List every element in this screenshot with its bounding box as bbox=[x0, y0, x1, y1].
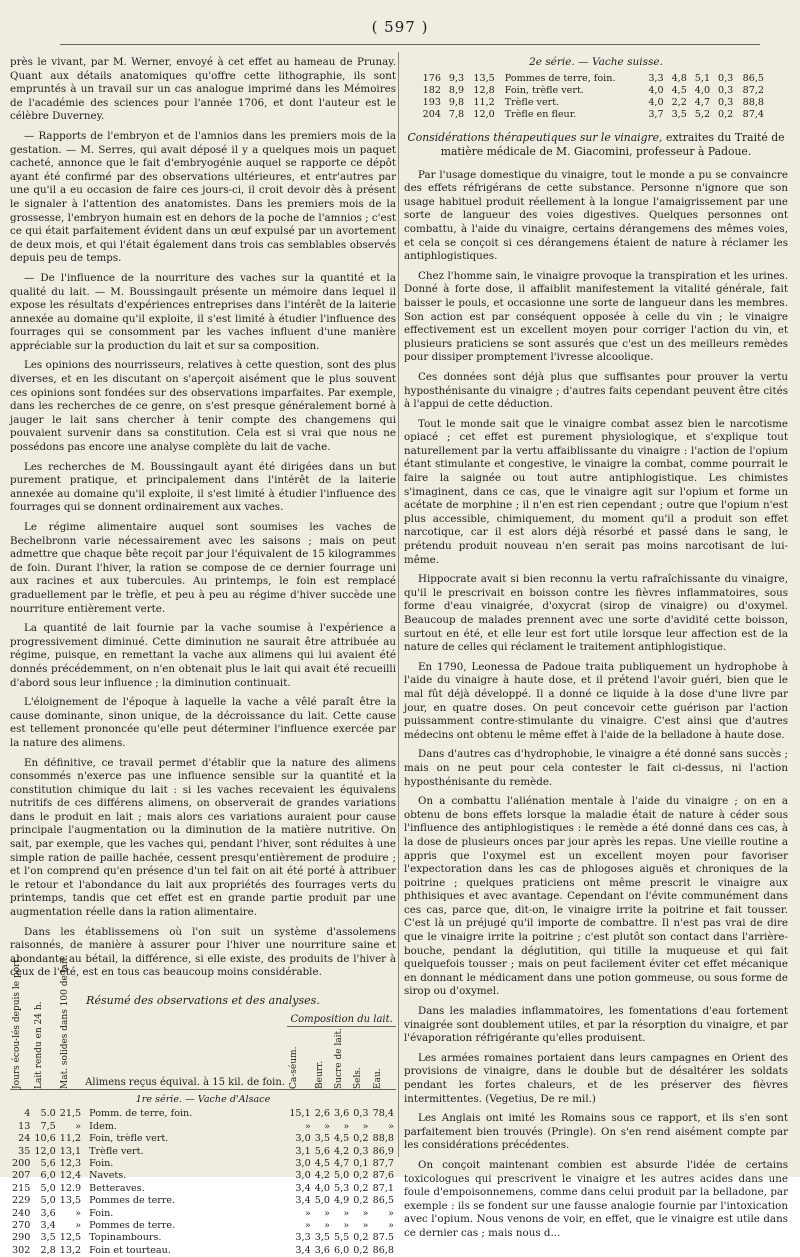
value-cell: 87,6 bbox=[372, 1170, 394, 1182]
value-cell: 3,0 bbox=[295, 1133, 311, 1145]
column-separator bbox=[398, 52, 399, 1157]
food-cell: Topinambours. bbox=[89, 1232, 162, 1244]
value-cell: » bbox=[324, 1207, 330, 1219]
value-cell: 204 bbox=[422, 108, 441, 120]
paragraph: près le vivant, par M. Werner, envoyé à cet effet au hameau de Prunay. Quant aux détails anatomiques qu'offre cette lithographie, ils sont empruntés à un travail sur un cas analogue imprimé dans les Mémoires de l'académie des sciences pour l'année 1706, et dont l'auteur est le célèbre Duverney. bbox=[10, 56, 396, 123]
value-cell: 4,2 bbox=[314, 1170, 330, 1182]
paragraph: Ces données sont déjà plus que suffisantes pour prouver la vertu hyposthénisante du vinaigre ; d'autres faits cependant peuvent être cités à l'appui de cette déduction. bbox=[404, 370, 788, 411]
serie2-table bbox=[416, 73, 766, 121]
value-cell: 3,5 bbox=[314, 1232, 330, 1244]
value-cell: 86,9 bbox=[372, 1145, 394, 1157]
value-cell: 0,2 bbox=[718, 108, 734, 120]
value-cell: » bbox=[343, 1120, 350, 1132]
food-cell: Navets. bbox=[89, 1170, 127, 1182]
paragraph: En 1790, Leonessa de Padoue traita publiquement un hydrophobe à l'aide du vinaigre à haute dose, et il prétend l'avoir guéri, bien que le mal fût déjà développé. Il a donné ce liquide à la dose d'une livre par jour, en quatre doses. On peut concevoir cette guérison par l'action puissamment contre-stimulante du vinaigre. C'est ainsi que d'autres médecins ont obtenu le même effet à l'aide de la belladone à haute dose. bbox=[404, 660, 788, 741]
value-cell: » bbox=[362, 1120, 369, 1132]
value-cell: 3,3 bbox=[295, 1232, 311, 1244]
value-cell: 87,1 bbox=[372, 1182, 394, 1194]
paragraph: On conçoit maintenant combien est absurde l'idée de certains toxicologues qui prescrivent le vinaigre et les autres acides dans une foule d'empoisonnemens, comme dans celui produit par la belladone, par exemple : ils se fondent sur une fausse analogie fournie par l'intoxication avec l'opium. Nous venons de voir, en effet, que le vinaigre est utile dans ce dernier cas ; mais nous d... bbox=[404, 1158, 788, 1239]
paragraph: Les recherches de M. Boussingault ayant été dirigées dans un but purement pratique, et principalement dans l'intérêt de la laiterie annexée au domaine qu'il exploite, il s'est limité à étudier l'influence des fourrages qui se donnent ordinairement aux vaches. bbox=[10, 460, 396, 514]
value-cell: 3,7 bbox=[648, 108, 664, 120]
value-cell: 4,5 bbox=[671, 84, 687, 96]
table-row bbox=[10, 1195, 396, 1207]
value-cell: 6,0 bbox=[40, 1170, 56, 1182]
value-cell: 87.5 bbox=[372, 1232, 394, 1244]
value-cell: 11,2 bbox=[473, 96, 495, 108]
paragraph: — Rapports de l'embryon et de l'amnios dans les premiers mois de la gestation. — M. Serres, qui avait déposé il y a quelques mois un paquet cacheté, annonce que le fait d'embryogénie auquel se rapporte ce dépôt ayant été confirmé par des observations ultérieures, et entr'autres par une qu'il a eu occasion de faire ces jours-ci, il croit devoir dès à présent le signaler à l'attention des anatomistes. Dans les premiers mois de la grossesse, l'embryon humain est en dehors de la poche de l'amnios ; c'est ce qui était parfaitement évident dans un œuf expulsé par un avortement de deux mois, et qui l'était également dans trois cas semblables observés depuis peu de temps. bbox=[10, 129, 396, 265]
paragraph: L'éloignement de l'époque à laquelle la vache a vêlé paraît être la cause dominante, sinon unique, de la décroissance du lait. Cette cause est tellement prononcée qu'elle peut déterminer l'influence exercée par la nature des alimens. bbox=[10, 696, 396, 749]
food-cell: Foin, trèfle vert. bbox=[504, 84, 584, 96]
value-cell: » bbox=[75, 1120, 82, 1132]
value-cell: 12,8 bbox=[473, 84, 495, 96]
value-cell: 3,5 bbox=[671, 108, 687, 120]
paragraph: — De l'influence de la nourriture des vaches sur la quantité et la qualité du lait. — M. Boussingault présente un mémoire dans lequel il expose les résultats d'expériences entreprises dans l'intérêt de la laiterie annexée au domaine qu'il exploite, il s'est limité à étudier l'influence des fourrages qui se consomment par les vaches influent d'une manière appréciable sur la production du lait et sur sa composition. bbox=[10, 271, 396, 352]
header-solids: Mat. solides dans 100 de lait. bbox=[59, 954, 70, 1089]
value-cell: 0,3 bbox=[718, 72, 734, 84]
value-cell: 13,5 bbox=[473, 72, 495, 84]
value-cell: 6,0 bbox=[333, 1244, 350, 1256]
value-cell: 2,6 bbox=[314, 1108, 330, 1120]
paragraph: Hippocrate avait si bien reconnu la vertu rafraîchissante du vinaigre, qu'il le prescrivait en boisson contre les fièvres inflammatoires, sous forme d'eau vinaigrée, d'oxycrat (sirop de vinaigre) ou d'oxymel. Beaucoup de malades prennent avec une sorte d'avidité cette boisson, surtout en été, et elle leur est fort utile lorsque leur affection est de la nature de celles qui réclament le traitement antiphlogistique. bbox=[404, 573, 788, 654]
value-cell: 3,4 bbox=[295, 1244, 311, 1256]
value-cell: 215 bbox=[12, 1182, 31, 1194]
value-cell: 35 bbox=[18, 1145, 31, 1157]
value-cell: 182 bbox=[422, 84, 441, 96]
table-row bbox=[416, 73, 766, 85]
paragraph: Tout le monde sait que le vinaigre combat assez bien le narcotisme opiacé ; cet effet est purement physiologique, et s'explique tout naturellement par la vertu affaiblissante du vinaigre : l'action de l'opium étant stimulante et congestive, le vinaigre la combat, comme pourrait le faire la saignée ou tout autre antiphlogistique. Les chimistes s'imaginent, dans ce cas, que le vinaigre agit sur l'opium et forme un acétate de morphine ; il n'en est rien cependant ; outre que l'opium n'est plus accessible, chimiquement, du moment qu'il a produit son effet narcotique, car il est alors déjà résorbé et passé dans le sang, le prétendu produit nouveau n'en serait pas moins narcotisant de lui-même. bbox=[404, 417, 788, 566]
value-cell: 4,0 bbox=[314, 1182, 330, 1194]
paragraph: On a combattu l'aliénation mentale à l'aide du vinaigre ; on en a obtenu de bons effets lorsque la maladie était de nature à céder sous l'influence des antiphlogistiques : le remède a été donné dans ces cas, à la dose de plusieurs onces par jour après les repas. Une vieille routine a appris que l'oxymel est un excellent moyen pour favoriser l'expectoration dans les cas de phlogoses aiguës et chroniques de la poitrine ; quelques praticiens ont même prescrit le vinaigre aux phthisiques et avec avantage. Cependant on l'évite communément dans ces cas, parce que, dit-on, le vinaigre irrite la poitrine et fait tousser. C'est là un préjugé qu'il importe de combattre. Il n'est pas vrai de dire que le vinaigre irrite la poitrine ; c'est plutôt son contact dans l'arrière-bouche, pendant la déglutition, qui titille la muqueuse et qui fait quelquefois tousser ; mais on peut facilement éviter cet effet mécanique en donnant le médicament dans une potion gommeuse, ou sous forme de sirop ou d'oxymel. bbox=[404, 795, 788, 998]
value-cell: 86,8 bbox=[372, 1244, 394, 1256]
value-cell: 0,3 bbox=[718, 84, 734, 96]
header-water: Eau. bbox=[372, 1068, 383, 1089]
value-cell: » bbox=[362, 1207, 369, 1219]
value-cell: 4,0 bbox=[694, 84, 711, 96]
value-cell: 3,6 bbox=[40, 1207, 56, 1219]
table-row bbox=[10, 1245, 396, 1257]
food-cell: Foin, trèfle vert. bbox=[89, 1133, 169, 1145]
value-cell: » bbox=[324, 1120, 330, 1132]
header-food: Alimens reçus équival. à 15 kil. de foin. bbox=[85, 1077, 285, 1088]
table-row bbox=[416, 97, 766, 109]
value-cell: 193 bbox=[422, 96, 441, 108]
value-cell: » bbox=[388, 1120, 394, 1132]
value-cell: 176 bbox=[422, 72, 441, 84]
value-cell: 12,4 bbox=[59, 1170, 82, 1182]
value-cell: 2,2 bbox=[671, 96, 687, 108]
table-row bbox=[10, 1232, 396, 1244]
paragraph: Dans d'autres cas d'hydrophobie, le vinaigre a été donné sans succès ; mais on ne peut pour cela contester le fait ci-dessus, ni l'action hyposthénisante du remède. bbox=[404, 748, 788, 788]
food-cell: Trèfle vert. bbox=[504, 96, 560, 108]
table-row bbox=[10, 1183, 396, 1195]
header-milk: Lait rendu en 24 h. bbox=[34, 1001, 45, 1089]
value-cell: 290 bbox=[12, 1232, 31, 1244]
value-cell: 2,8 bbox=[40, 1244, 56, 1256]
food-cell: Betteraves. bbox=[89, 1182, 145, 1194]
paragraph: Les armées romaines portaient dans leurs campagnes en Orient des provisions de vinaigre, dans le double but de désaltérer les soldats pendant les fortes chaleurs, et de les préserver des fièvres intermittentes. (Vegetius, De re mil.) bbox=[404, 1051, 788, 1105]
value-cell: 0,3 bbox=[353, 1108, 369, 1120]
value-cell: 3,5 bbox=[40, 1232, 56, 1244]
value-cell: 5,3 bbox=[333, 1182, 350, 1194]
value-cell: 270 bbox=[12, 1220, 31, 1232]
value-cell: 7,8 bbox=[448, 108, 465, 120]
paragraph: La quantité de lait fournie par la vache soumise à l'expérience a progressivement diminué. Cette diminution ne saurait être attribuée au régime, puisque, en remettant la vache aux alimens qui lui avaient été donnés précédemment, on n'en obtenait plus le lait qui avait été recueilli d'abord sous leur influence ; la diminution continuait. bbox=[10, 622, 396, 689]
paragraph: Dans les établissemens où l'on suit un système d'assolemens raisonnés, de manière à assurer pour l'hiver une nourriture saine et abondante au bétail, la différence, si elle existe, des produits de l'hiver à ceux de l'été, est en tous cas beaucoup moins considérable. bbox=[10, 925, 396, 979]
value-cell: 3,4 bbox=[295, 1182, 311, 1194]
value-cell: 87,7 bbox=[372, 1158, 394, 1170]
value-cell: 7,5 bbox=[40, 1120, 56, 1132]
value-cell: 0,2 bbox=[353, 1170, 369, 1182]
value-cell: 5,0 bbox=[40, 1195, 56, 1207]
header-composition: Composition du lait. bbox=[290, 1013, 393, 1025]
table-row bbox=[10, 1146, 396, 1158]
value-cell: 12,3 bbox=[59, 1158, 82, 1170]
value-cell: 0,2 bbox=[353, 1244, 369, 1256]
header-casein: Ca-séum. bbox=[289, 1046, 300, 1089]
value-cell: 13,5 bbox=[59, 1195, 82, 1207]
article-title-rest: extraites du Traité de matière médicale de M. Giacomini, professeur à Padoue. bbox=[440, 130, 785, 158]
value-cell: 5,5 bbox=[333, 1232, 350, 1244]
paragraph: Par l'usage domestique du vinaigre, tout le monde a pu se convaincre des effets réfrigérans de cette substance. Personne n'ignore que son usage habituel produit réellement à la longue l'amaigrissement par une sorte de langueur des voies digestives. Quelques personnes ont combattu, à l'aide du vinaigre, certains dérangemens des mêmes voies, et cela se conçoit si ces dérangemens étaient de nature à réclamer les antiphlogistiques. bbox=[404, 168, 788, 263]
value-cell: 12,0 bbox=[473, 108, 495, 120]
summary-table-body bbox=[10, 1108, 396, 1257]
table-row bbox=[10, 1158, 396, 1170]
value-cell: 0,3 bbox=[353, 1145, 369, 1157]
value-cell: 3,1 bbox=[295, 1145, 311, 1157]
paragraph: Dans les maladies inflammatoires, les fomentations d'eau fortement vinaigrée sont doublement utiles, et par la résorption du vinaigre, et par l'évaporation réfrigérante qu'elles produisent. bbox=[404, 1005, 788, 1045]
right-column bbox=[404, 56, 788, 1239]
value-cell: » bbox=[304, 1120, 311, 1132]
food-cell: Trèfle en fleur. bbox=[504, 108, 577, 120]
value-cell: 11,2 bbox=[59, 1133, 82, 1145]
header-days: Jours écou-lés depuis le port. bbox=[12, 956, 22, 1089]
value-cell: 3,6 bbox=[314, 1244, 330, 1256]
page-number: ( 597 ) bbox=[371, 18, 429, 36]
food-cell: Pommes de terre, foin. bbox=[504, 72, 616, 84]
value-cell: » bbox=[343, 1207, 350, 1219]
paragraph: Le régime alimentaire auquel sont soumises les vaches de Bechelbronn varie nécessairement avec les saisons ; mais on peut admettre que chaque bête reçoit par jour l'équivalent de 15 kilogrammes de foin. Durant l'hiver, la ration se compose de ce dernier fourrage uni aux racines et aux tubercules. Au printemps, le foin est remplacé graduellement par le trèfle, et peu à peu au régime d'hiver succède une nourriture entièrement verte. bbox=[10, 521, 396, 615]
value-cell: 240 bbox=[12, 1207, 31, 1219]
food-cell: Pomm. de terre, foin. bbox=[89, 1108, 193, 1120]
article-title bbox=[404, 131, 788, 159]
value-cell: 88,8 bbox=[742, 96, 764, 108]
value-cell: 5,0 bbox=[314, 1195, 330, 1207]
article-title-italic: Considérations thérapeutiques sur le vinaigre, bbox=[407, 130, 663, 144]
header-sugar: Sucre de lait. bbox=[333, 1027, 344, 1089]
value-cell: 3,5 bbox=[314, 1133, 330, 1145]
value-cell: 0,2 bbox=[353, 1133, 369, 1145]
value-cell: » bbox=[75, 1220, 82, 1232]
value-cell: 4,5 bbox=[314, 1158, 330, 1170]
value-cell: 0,2 bbox=[353, 1182, 369, 1194]
value-cell: 86,5 bbox=[372, 1195, 394, 1207]
food-cell: Idem. bbox=[89, 1120, 117, 1132]
value-cell: » bbox=[388, 1220, 394, 1232]
left-column bbox=[10, 56, 396, 1256]
paragraph: Les Anglais ont imité les Romains sous ce rapport, et ils s'en sont parfaitement bien trouvés (Pringle). On s'en rend aisément compte par les considérations précédentes. bbox=[404, 1112, 788, 1152]
value-cell: 5,2 bbox=[694, 108, 711, 120]
value-cell: 0,1 bbox=[353, 1158, 369, 1170]
value-cell: 9,8 bbox=[448, 96, 465, 108]
value-cell: » bbox=[388, 1207, 394, 1219]
food-cell: Foin. bbox=[89, 1207, 114, 1219]
value-cell: 9,3 bbox=[448, 72, 465, 84]
value-cell: 229 bbox=[12, 1195, 31, 1207]
food-cell: Foin. bbox=[89, 1158, 114, 1170]
value-cell: 10,6 bbox=[34, 1133, 56, 1145]
serie-label: 2e série. — Vache suisse. bbox=[529, 56, 663, 68]
value-cell: 5.0 bbox=[40, 1108, 56, 1120]
table-row bbox=[416, 109, 766, 121]
value-cell: 4,9 bbox=[333, 1195, 350, 1207]
paragraph: Chez l'homme sain, le vinaigre provoque la transpiration et les urines. Donné à forte dose, il affaiblit manifestement la vitalité générale, fait baisser le pouls, et occasionne une sorte de langueur dans les membres. Son action est par conséquent opposée à celle du vin ; le vinaigre effectivement est un excellent moyen pour corriger l'action du vin, et plusieurs praticiens se sont assurés que c'est un des meilleurs remèdes pour dissiper promptement l'ivresse alcoolique. bbox=[404, 269, 788, 364]
value-cell: 3,6 bbox=[333, 1108, 350, 1120]
value-cell: » bbox=[324, 1220, 330, 1232]
value-cell: 4,7 bbox=[333, 1158, 350, 1170]
table-row bbox=[10, 1208, 396, 1220]
value-cell: 13,2 bbox=[59, 1244, 82, 1256]
value-cell: » bbox=[362, 1220, 369, 1232]
serie2-table-body bbox=[416, 73, 766, 121]
value-cell: 4,0 bbox=[648, 84, 664, 96]
value-cell: 4,2 bbox=[333, 1145, 350, 1157]
value-cell: 5,6 bbox=[40, 1158, 56, 1170]
value-cell: 3,3 bbox=[648, 72, 664, 84]
value-cell: » bbox=[304, 1220, 311, 1232]
value-cell: 4,8 bbox=[671, 72, 687, 84]
table-row bbox=[10, 1133, 396, 1145]
value-cell: 5,6 bbox=[314, 1145, 330, 1157]
value-cell: 5,0 bbox=[40, 1182, 56, 1194]
paragraph: En définitive, ce travail permet d'établir que la nature des alimens consommés n'exerce pas une influence sensible sur la quantité et la constitution chimique du lait : si les vaches recevaient les équivalens nutritifs de ces différens alimens, on observerait de grandes variations dans le produit en lait ; mais alors ces variations auraient pour cause principale l'augmentation ou la diminution de la matière nutritive. On sait, par exemple, que les vaches qui, pendant l'hiver, sont réduites à une simple ration de paille hachée, cessent presqu'entièrement de produire ; et l'on comprend qu'en présence d'un tel fait on ait été porté à attribuer le retour et l'abondance du lait aux propriétés des fourrages verts du printemps, tandis que cet effet est en grande partie produit par une augmentation réelle dans la ration alimentaire. bbox=[10, 756, 396, 919]
table-row bbox=[10, 1220, 396, 1232]
value-cell: 3,0 bbox=[295, 1170, 311, 1182]
value-cell: 15,1 bbox=[289, 1108, 311, 1120]
value-cell: 4 bbox=[24, 1108, 31, 1120]
food-cell: Pommes de terre. bbox=[89, 1220, 176, 1232]
value-cell: 207 bbox=[12, 1170, 31, 1182]
header-rule bbox=[60, 44, 760, 45]
value-cell: 0,2 bbox=[353, 1195, 369, 1207]
header-salts: Sels. bbox=[353, 1067, 364, 1089]
value-cell: 3,0 bbox=[295, 1158, 311, 1170]
value-cell: » bbox=[343, 1220, 350, 1232]
summary-title: Résumé des observations et des analyses. bbox=[86, 994, 320, 1007]
value-cell: 3,4 bbox=[295, 1195, 311, 1207]
table-row bbox=[10, 1108, 396, 1120]
header-butter: Beurr. bbox=[314, 1060, 325, 1089]
table-row bbox=[10, 1170, 396, 1182]
value-cell: 78,4 bbox=[372, 1108, 394, 1120]
value-cell: » bbox=[304, 1207, 311, 1219]
value-cell: 3,4 bbox=[40, 1220, 56, 1232]
value-cell: 200 bbox=[12, 1158, 31, 1170]
value-cell: 12,0 bbox=[34, 1145, 56, 1157]
value-cell: 12,5 bbox=[59, 1232, 82, 1244]
value-cell: 0,2 bbox=[353, 1232, 369, 1244]
value-cell: 21,5 bbox=[59, 1108, 82, 1120]
value-cell: 12.9 bbox=[59, 1182, 82, 1194]
value-cell: 24 bbox=[18, 1133, 31, 1145]
value-cell: 5,0 bbox=[333, 1170, 350, 1182]
value-cell: » bbox=[75, 1207, 82, 1219]
table-row bbox=[10, 1121, 396, 1133]
value-cell: 0,3 bbox=[718, 96, 734, 108]
food-cell: Foin et tourteau. bbox=[89, 1244, 171, 1256]
table-row bbox=[416, 85, 766, 97]
value-cell: 86,5 bbox=[742, 72, 764, 84]
value-cell: 13,1 bbox=[59, 1145, 82, 1157]
value-cell: 13 bbox=[18, 1120, 31, 1132]
paragraph: Les opinions des nourrisseurs, relatives à cette question, sont des plus diverses, et en les discutant on s'aperçoit aisément que le plus souvent ces opinions sont fondées sur des observations imparfaites. Par exemple, dans les recherches de ce genre, on s'est presque généralement borné à jauger le lait sans chercher à tenir compte des changemens qui pouvaient survenir dans sa constitution. Cela est si vrai que nous ne possédons pas encore une analyse complète du lait de vache. bbox=[10, 359, 396, 454]
food-cell: Pommes de terre. bbox=[89, 1195, 176, 1207]
value-cell: 87,2 bbox=[742, 84, 764, 96]
food-cell: Trèfle vert. bbox=[89, 1145, 144, 1157]
value-cell: 8,9 bbox=[448, 84, 465, 96]
value-cell: 4,7 bbox=[694, 96, 711, 108]
value-cell: 87,4 bbox=[742, 108, 764, 120]
serie-label: 1re série. — Vache d'Alsace bbox=[135, 1094, 271, 1105]
value-cell: 5,1 bbox=[694, 72, 711, 84]
value-cell: 4,5 bbox=[333, 1133, 350, 1145]
value-cell: 302 bbox=[12, 1244, 31, 1256]
value-cell: 88,8 bbox=[372, 1133, 394, 1145]
value-cell: 4,0 bbox=[648, 96, 664, 108]
